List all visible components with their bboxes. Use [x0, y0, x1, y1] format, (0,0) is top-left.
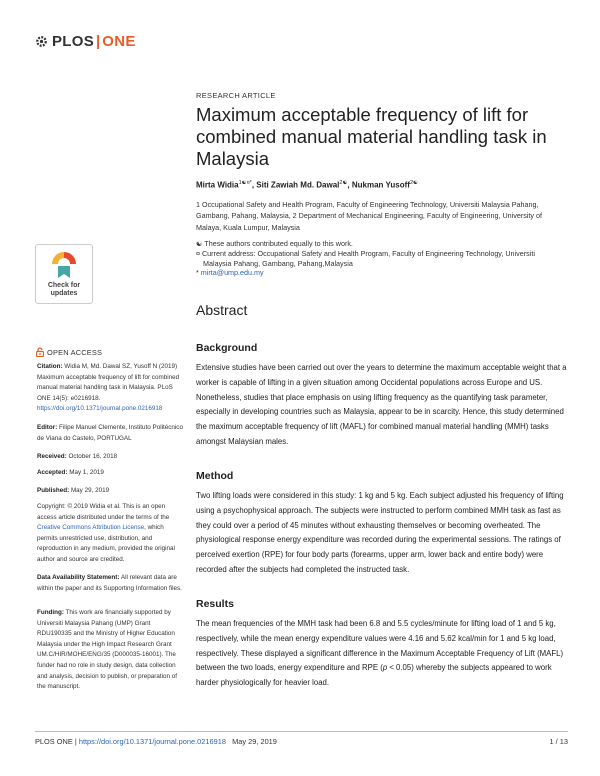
footer-divider: [35, 731, 568, 732]
copyright-text-cont: , which permits unrestricted use, distribution, and reproduction in any medium, provided the original author and source are credited.: [37, 524, 175, 563]
funding-text: This work are financially supported by Universiti Malaysia Pahang (UMP) Grant RDU190335 and the Ministry of Higher Education Malaysia under the High Impact Research Grant UM.C/HIR/MOHE/ENG/35 (D000035-16001). The funder had no role in study design, data collection and analysis, decision to publish, or preparation of the manuscript.: [37, 609, 178, 691]
footer-date: May 29, 2019: [232, 737, 277, 746]
editor-block: [37, 423, 184, 444]
author-affil-mark: 2☯: [409, 180, 418, 186]
published-value: May 29, 2019: [70, 487, 110, 494]
accepted-label: Accepted:: [37, 469, 68, 476]
section-text-results: [196, 617, 571, 691]
section-heading-results: Results: [196, 598, 234, 610]
received-label: Received:: [37, 453, 67, 460]
open-access-badge: [36, 347, 102, 357]
logo-one: ONE: [102, 32, 136, 50]
check-for-updates-badge[interactable]: [35, 244, 93, 304]
citation-block: [37, 362, 184, 415]
results-text-2: < 0.05) whereby the subjects appeared to work harder physiologically for heavier load.: [196, 663, 552, 688]
affiliations: 1 Occupational Safety and Health Program, Faculty of Engineering Technology, Universiti Malaysia Pahang, Gambang, Pahang, Malaysia, 2 Department of Mechanical Engineering, Faculty of Engineering, University of Malaya, Kuala Lumpur, Malaysia: [196, 200, 542, 232]
logo-bar: |: [96, 32, 101, 50]
email-prefix: *: [196, 268, 201, 278]
citation-text: Widia M, Md. Dawal SZ, Yusoff N (2019) Maximum acceptable frequency of lift for combined manual material handling task in Malaysia. PLoS ONE 14(5): e0216918.: [37, 363, 180, 402]
citation-doi-link[interactable]: https://doi.org/10.1371/journal.pone.0216918: [37, 405, 163, 413]
editor-text: Filipe Manuel Clemente, Instituto Politécnico de Viana do Castelo, PORTUGAL: [37, 424, 183, 442]
p-value-symbol: p: [382, 663, 388, 673]
footer-separator: |: [72, 737, 79, 746]
data-availability-text: All relevant data are within the paper and its Supporting Information files.: [37, 574, 182, 592]
footer-doi-link[interactable]: https://doi.org/10.1371/journal.pone.0216918: [78, 737, 226, 746]
plos-logo-icon: [35, 35, 48, 48]
footer-journal: PLOS ONE: [35, 737, 73, 746]
author-list: Mirta Widia$^{1☯¤*}$, Siti Zawiah Md. Dawal$^{2☯}$, Nukman Yusoff$^{2☯}$: [196, 180, 418, 190]
open-lock-icon: [36, 347, 44, 357]
section-text-background: Extensive studies have been carried out over the years to determine the maximum acceptable weight that a worker is capable of lifting in a given situation among Occidental populations across Europe and US. Nonetheless, studies that place emphasis on using lifting frequency as the quantifying task parameter, especially in developing countries such as Malaysia, appear to be in scarcity. Hence, this study determined the maximum acceptable frequency of lift (MAFL) for combined manual material handling (MMH) tasks amongst Malaysian males.: [196, 363, 567, 446]
data-availability-block: [37, 573, 184, 594]
email-note: [196, 268, 568, 278]
editor-label: Editor:: [37, 424, 58, 431]
copyright-block: [37, 502, 184, 566]
author-name[interactable]: Mirta Widia: [196, 180, 239, 190]
author-name[interactable]: Nukman Yusoff: [351, 180, 410, 190]
copyright-text: Copyright: © 2019 Widia et al. This is an open access article distributed under the terms of the: [37, 503, 170, 521]
author-notes: [196, 239, 568, 278]
section-heading-method: Method: [196, 470, 234, 482]
equal-contribution-note: ☯ These authors contributed equally to this work.: [196, 239, 353, 248]
abstract-heading: Abstract: [196, 302, 248, 318]
funding-label: Funding:: [37, 609, 64, 616]
results-text-1: The mean frequencies of the MMH task had been 6.8 and 5.5 cycles/minute for lifting load of 1 and 5 kg, respectively, while the mean energy expenditure values were 4.16 and 5.62 kcal/min for 1 and 5 kg load, respectively. These displayed a significant difference in the Maximum Acceptable Frequency of Lift (MAFL) between the two loads, energy expenditure and RPE (: [196, 619, 564, 673]
article-title: Maximum acceptable frequency of lift for combined manual material handling task in Malaysia: [196, 104, 547, 169]
plos-one-logo: [35, 30, 136, 52]
author-name[interactable]: Siti Zawiah Md. Dawal: [256, 180, 340, 190]
author-affil-mark: 2☯: [339, 180, 348, 186]
data-availability-label: Data Availability Statement:: [37, 574, 120, 581]
section-heading-background: Background: [196, 342, 258, 354]
received-date: [37, 452, 184, 463]
citation-label: Citation:: [37, 363, 63, 370]
cc-license-link[interactable]: Creative Commons Attribution License: [37, 524, 145, 532]
page-number: 1 / 13: [549, 737, 568, 746]
published-date: [37, 486, 184, 497]
email-link[interactable]: mirta@ump.edu.my: [200, 268, 264, 278]
check-for-updates-icon: [50, 250, 78, 280]
section-text-method: Two lifting loads were considered in this study: 1 kg and 5 kg. Each subject adjusted his frequency of lifting using a psychophysical approach. The subjects were instructed to perform combined MMH task as fast as they could over a period of 45 minutes without exhausting themselves or becoming overheated. The physiological response energy expenditure was recorded during the experimental sessions. The ratings of perceived exertion (RPE) for four body parts (forearms, upper arm, lower back and entire body) were recorded after the subjects had completed the instructed task.: [196, 491, 564, 574]
open-access-label: OPEN ACCESS: [47, 347, 103, 357]
funding-block: [37, 608, 184, 693]
article-type: RESEARCH ARTICLE: [196, 91, 276, 100]
published-label: Published:: [37, 487, 70, 494]
page-footer: [35, 737, 568, 746]
author-affil-mark: 1☯¤*: [238, 180, 252, 186]
current-address-note: ¤ Current address: Occupational Safety and Health Program, Faculty of Engineering Technology, Universiti: [196, 248, 535, 258]
accepted-value: May 1, 2019: [69, 469, 104, 476]
logo-plos: PLOS: [52, 32, 95, 50]
received-value: October 16, 2018: [68, 453, 118, 460]
check-for-updates-label: Check for updates: [47, 282, 81, 297]
current-address-note-cont: Malaysia Pahang, Gambang, Pahang,Malaysia: [203, 258, 353, 268]
accepted-date: [37, 468, 184, 479]
